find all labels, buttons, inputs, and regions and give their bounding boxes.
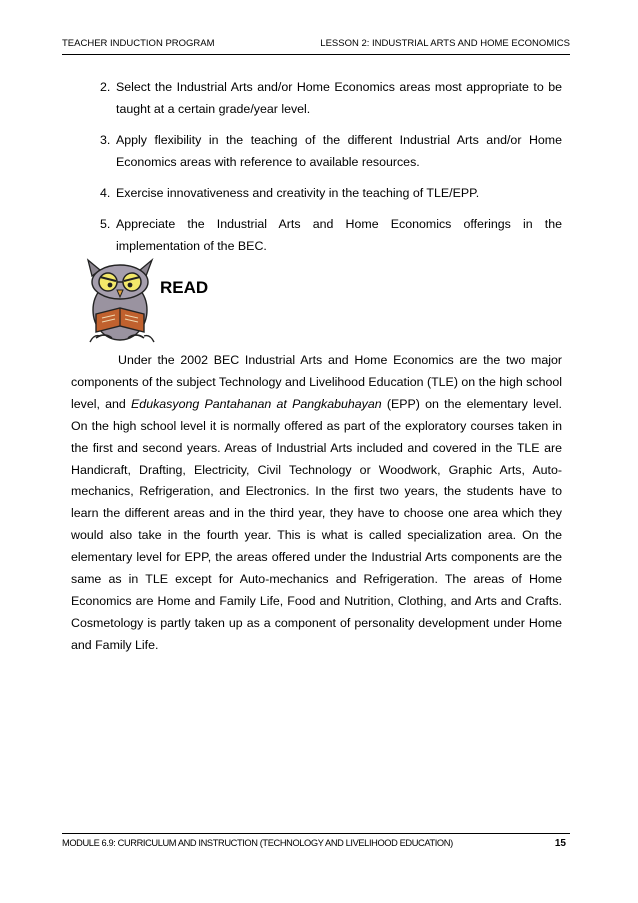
objectives-list	[100, 76, 562, 266]
item-number: 4.	[100, 186, 111, 200]
paragraph-italic-term: Edukasyong Pantahanan at Pangkabuhayan	[131, 396, 382, 411]
section-title-read: READ	[160, 278, 209, 297]
item-text: Exercise innovativeness and creativity in the teaching of TLE/EPP.	[116, 186, 480, 200]
page-footer	[62, 833, 570, 851]
list-item	[100, 129, 562, 173]
header-lesson: LESSON 2: INDUSTRIAL ARTS AND HOME ECONOMICS	[320, 38, 570, 49]
item-number: 5.	[100, 217, 111, 231]
list-item	[100, 213, 562, 257]
header-program: TEACHER INDUCTION PROGRAM	[62, 38, 215, 49]
paragraph-part-2: (EPP) on the elementary level. On the high school level it is normally offered as part of the exploratory courses taken in the first and second years. Areas of Industrial Arts included and covered in the TLE are Handicraft, Drafting, Electricity, Civil Technology or Woodwork, Graphic Arts, Auto-mechanics, Refrigeration, and Electronics. In the first two years, the students have to learn the different areas and in the third year, they have to choose one area which they would also take in the fourth year. This is what is called specialization area. On the elementary level for EPP, the areas offered under the Industrial Arts components are the same as in TLE except for Auto-mechanics and Refrigeration. The areas of Home Economics are Home and Family Life, Food and Nutrition, Clothing, and Arts and Crafts. Cosmetology is partly taken up as a component of personality development under Home and Family Life.	[71, 396, 563, 652]
list-item	[100, 76, 562, 120]
item-text: Apply flexibility in the teaching of the different Industrial Arts and/or Home Economics areas with reference to available resources.	[116, 133, 562, 169]
item-number: 2.	[100, 80, 111, 94]
item-text: Select the Industrial Arts and/or Home Economics areas most appropriate to be taught at a certain grade/year level.	[116, 80, 562, 116]
item-number: 3.	[100, 133, 111, 147]
main-paragraph	[71, 350, 562, 657]
paragraph-part-1: Under the 2002 BEC Industrial Arts and Home Economics are the two major components of the subject Technology and Livelihood Education (TLE) on the high school level, and	[71, 353, 562, 411]
page-number: 15	[554, 838, 566, 849]
item-text: Appreciate the Industrial Arts and Home Economics offerings in the implementation of the BEC.	[116, 217, 562, 253]
page-header	[62, 38, 570, 55]
footer-module: MODULE 6.9: CURRICULUM AND INSTRUCTION (TECHNOLOGY AND LIVELIHOOD EDUCATION)	[62, 838, 453, 848]
owl-reading-icon	[82, 258, 158, 346]
list-item	[100, 182, 562, 204]
